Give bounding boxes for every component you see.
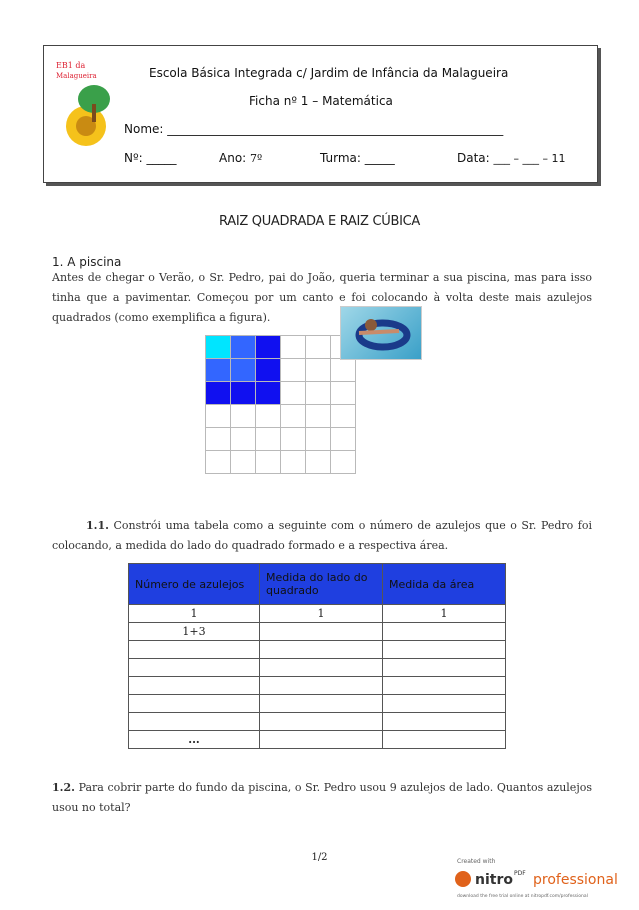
nitro-top: Created with	[457, 858, 496, 865]
table-row	[129, 641, 506, 659]
q11-body: Constrói uma tabela como a seguinte com o número de azulejos que o Sr. Pedro foi colocando, a medida do lado do quadrado formado e a respectiva área.	[52, 519, 592, 552]
q12-body: Para cobrir parte do fundo da piscina, o Sr. Pedro usou 9 azulejos de lado. Quantos azulejos usou no total?	[52, 781, 592, 814]
nome-label: Nome:	[124, 122, 164, 136]
data-label: Data:	[457, 151, 490, 165]
sunflower-icon	[66, 106, 106, 146]
table-row	[129, 713, 506, 731]
table-cell	[383, 731, 506, 749]
table-cell	[129, 695, 260, 713]
header-cell: Medida da área	[383, 564, 506, 605]
table-cell	[383, 623, 506, 641]
q12-number: 1.2.	[52, 781, 75, 794]
page-number: 1/2	[311, 852, 328, 863]
table-cell	[383, 713, 506, 731]
page-title: RAIZ QUADRADA E RAIZ CÚBICA	[219, 214, 420, 229]
table-cell	[129, 641, 260, 659]
table-cell	[260, 677, 383, 695]
table-cell: 1	[383, 605, 506, 623]
table-cell	[383, 659, 506, 677]
data-table	[128, 563, 506, 749]
table-row	[129, 623, 506, 641]
tile-grid	[205, 335, 356, 474]
table-cell	[129, 659, 260, 677]
table-cell: 1+3	[129, 623, 260, 641]
data-value: ___ – ___ – 11	[493, 152, 566, 165]
table-row	[129, 677, 506, 695]
section-heading: 1. A piscina	[52, 255, 122, 269]
swimmer-icon	[341, 307, 421, 359]
ano-label: Ano:	[219, 151, 247, 165]
table-row	[129, 731, 506, 749]
table-row	[129, 695, 506, 713]
table-cell: 1	[260, 605, 383, 623]
section-text: Antes de chegar o Verão, o Sr. Pedro, pai do João, queria terminar a sua piscina, mas para isso tinha que a pavimentar. Começou por um canto e foi colocando à volta deste mais azulejos quadrados (como exemplifica a figura).	[52, 271, 592, 324]
ano-value: 7º	[250, 152, 263, 165]
header-box	[43, 45, 598, 183]
ficha-title: Ficha nº 1 – Matemática	[249, 94, 393, 108]
table-cell	[260, 659, 383, 677]
school-name: Escola Básica Integrada c/ Jardim de Infância da Malagueira	[149, 66, 509, 80]
nitro-sub: download the free trial online at nitropdf.com/professional	[457, 894, 588, 899]
nitro-sup: PDF	[514, 870, 526, 877]
nome-field	[124, 122, 503, 136]
table-row	[129, 605, 506, 623]
table-cell: 1	[129, 605, 260, 623]
table-header	[129, 564, 506, 605]
nitro-brand: nitro	[475, 872, 513, 888]
nome-blank: ________________________________________________________	[167, 122, 504, 136]
table-cell	[129, 713, 260, 731]
pool-photo	[340, 306, 422, 360]
svg-text:EB1 da: EB1 da	[56, 61, 86, 70]
school-logo	[52, 54, 120, 154]
nitro-watermark	[455, 853, 630, 901]
data-field	[457, 151, 566, 165]
table-cell	[383, 677, 506, 695]
table-cell	[260, 713, 383, 731]
table-cell	[260, 623, 383, 641]
ano-field	[219, 151, 262, 165]
nitro-pro: professional	[533, 872, 618, 888]
table-cell	[260, 695, 383, 713]
table-cell	[129, 677, 260, 695]
table-row	[129, 659, 506, 677]
table-cell: ...	[129, 731, 260, 749]
q11-number: 1.1.	[86, 519, 109, 532]
svg-text:Malagueira: Malagueira	[56, 72, 97, 80]
table-cell	[260, 641, 383, 659]
header-cell: Número de azulejos	[129, 564, 260, 605]
numero-label: Nº:	[124, 151, 143, 165]
table-cell	[383, 641, 506, 659]
turma-label: Turma:	[320, 151, 361, 165]
q11-text	[52, 516, 592, 556]
q12-text	[52, 778, 592, 818]
table-cell	[260, 731, 383, 749]
nitro-logo-icon	[455, 871, 471, 887]
numero-blank: _____	[146, 151, 177, 165]
header-cell: Medida do lado do quadrado	[260, 564, 383, 605]
turma-field	[320, 151, 395, 165]
turma-blank: _____	[364, 151, 395, 165]
table-cell	[383, 695, 506, 713]
numero-field	[124, 151, 177, 165]
